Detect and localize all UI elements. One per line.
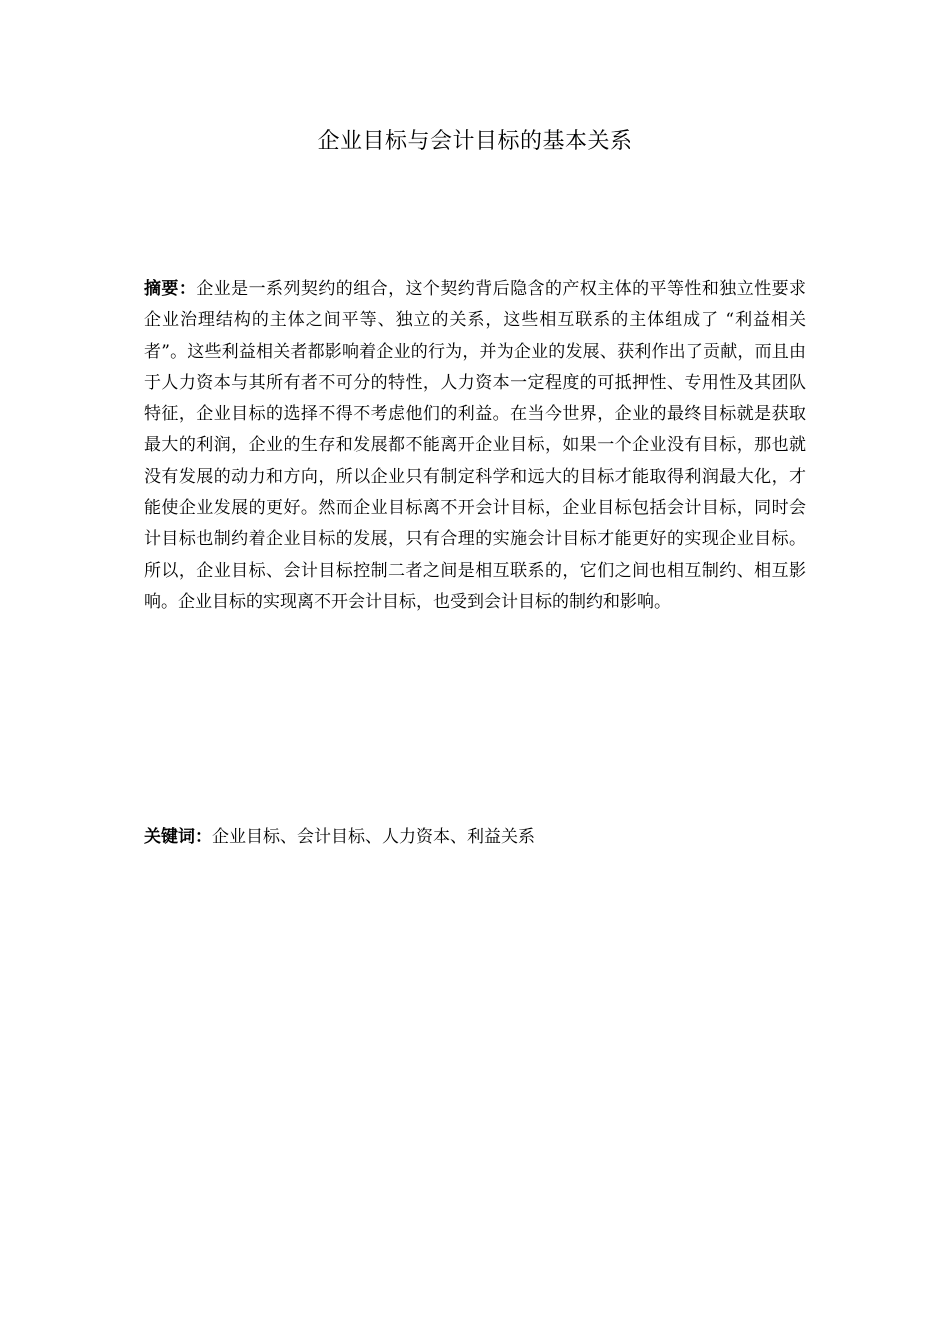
abstract-text: 企业是一系列契约的组合，这个契约背后隐含的产权主体的平等性和独立性要求企业治理结构的主体之间平等、独立的关系，这些相互联系的主体组成了 “利益相关者”。这些利益相关者都影响着企业的行为，并为企业的发展、获利作出了贡献，而且由于人力资本与其所有者不可分的特性，人力资本一定程度的可抵押性、专用性及其团队特征，企业目标的选择不得不考虑他们的利益。在当今世界，企业的最终目标就是获取最大的利润，企业的生存和发展都不能离开企业目标，如果一个企业没有目标，那也就没有发展的动力和方向，所以企业只有制定科学和远大的目标才能取得利润最大化，才能使企业发展的更好。然而企业目标离不开会计目标，企业目标包括会计目标，同时会计目标也制约着企业目标的发展，只有合理的实施会计目标才能更好的实现企业目标。所以，企业目标、会计目标控制二者之间是相互联系的，它们之间也相互制约、相互影响。企业目标的实现离不开会计目标，也受到会计目标的制约和影响。 [144,279,807,612]
document-title: 企业目标与会计目标的基本关系 [317,129,633,154]
abstract-label: 摘要： [144,279,197,299]
abstract-paragraph [144,274,806,618]
keywords-label: 关键词： [144,827,212,847]
keywords-text: 企业目标、会计目标、人力资本、利益关系 [212,827,535,847]
keywords-paragraph [144,822,806,853]
